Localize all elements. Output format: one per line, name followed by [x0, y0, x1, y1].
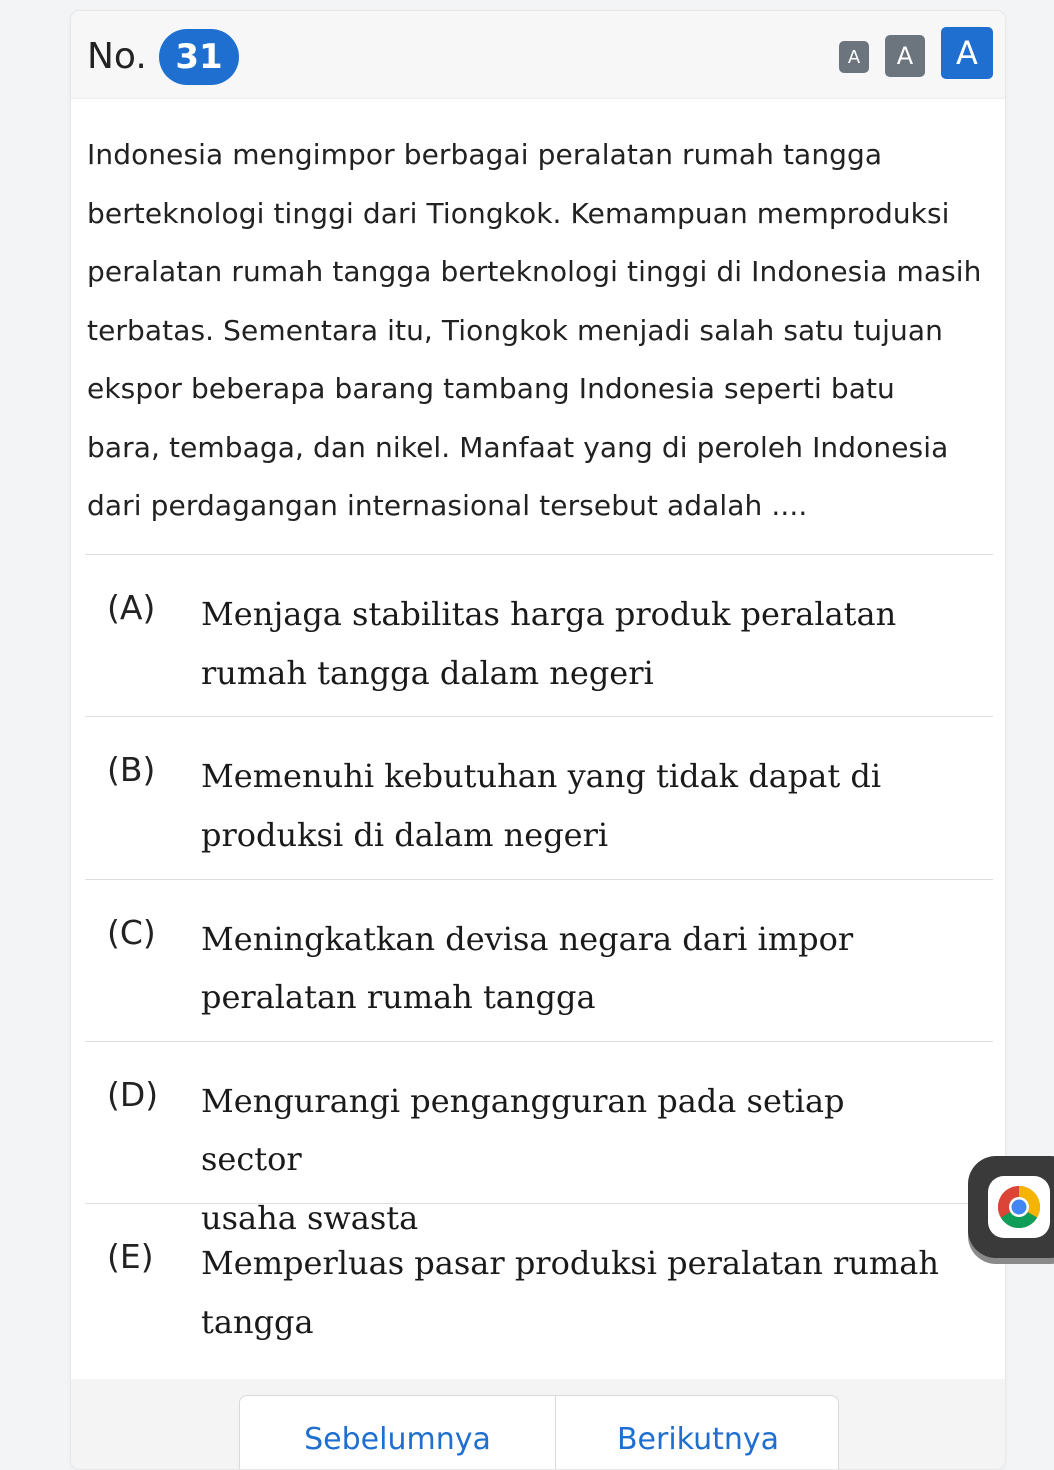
option-text-line: Meningkatkan devisa negara dari impor [201, 919, 854, 958]
option-text-line: Memperluas pasar produksi peralatan rumah [201, 1244, 939, 1283]
answer-option-b[interactable] [85, 716, 993, 878]
question-line: bara, tembaga, dan nikel. Manfaat yang di peroleh Indonesia [87, 430, 949, 464]
option-text-line: usaha swasta [201, 1198, 419, 1237]
navigation-footer [71, 1379, 1005, 1470]
navigation-button-group [239, 1395, 839, 1470]
font-size-small-button[interactable]: A [839, 41, 869, 73]
question-line: ekspor beberapa barang tambang Indonesia seperti batu [87, 372, 895, 405]
option-text-line: Menjaga stabilitas harga produk peralatan [201, 595, 897, 633]
next-button[interactable]: Berikutnya [616, 1422, 780, 1457]
answer-option-e[interactable] [85, 1203, 993, 1365]
chrome-icon-tile [988, 1176, 1050, 1238]
chrome-icon [996, 1184, 1042, 1230]
question-line: berteknologi tinggi dari Tiongkok. Kemampuan memproduksi [87, 196, 950, 230]
question-line: Indonesia mengimpor berbagai peralatan rumah tangga [87, 138, 883, 171]
question-line: dari perdagangan internasional tersebut adalah .... [87, 489, 808, 522]
option-text-line: tangga [201, 1302, 314, 1341]
answer-option-c[interactable] [85, 879, 993, 1041]
answer-option-a[interactable] [85, 554, 993, 716]
option-letter: (B) [107, 750, 156, 790]
question-card [70, 10, 1006, 1470]
option-letter: (A) [107, 588, 156, 627]
option-text-line: rumah tangga dalam negeri [201, 653, 654, 692]
option-text-line: peralatan rumah tangga [201, 978, 596, 1017]
font-size-large-button[interactable]: A [941, 27, 993, 79]
question-number-label: No. [87, 36, 147, 77]
question-line: terbatas. Sementara itu, Tiongkok menjadi salah satu tujuan [87, 313, 943, 347]
option-letter: (E) [107, 1237, 154, 1277]
floating-browser-bubble[interactable] [968, 1156, 1054, 1258]
option-text [201, 1204, 941, 1351]
answer-option-d[interactable] [85, 1041, 993, 1237]
answer-options [85, 554, 993, 1365]
option-text [201, 717, 941, 864]
question-header [71, 11, 1005, 99]
option-text [201, 880, 941, 1027]
option-text-line: Memenuhi kebutuhan yang tidak dapat di [201, 757, 882, 796]
option-letter: (D) [107, 1074, 159, 1114]
option-text [201, 555, 941, 702]
question-line: peralatan rumah tangga berteknologi tinggi di Indonesia masih [87, 255, 982, 288]
previous-button[interactable]: Sebelumnya [240, 1396, 556, 1470]
option-letter: (C) [107, 912, 156, 952]
option-text-line: Mengurangi pengangguran pada setiap sector [201, 1081, 845, 1179]
option-text-line: produksi di dalam negeri [201, 815, 609, 854]
font-size-medium-button[interactable]: A [885, 35, 925, 77]
question-text [87, 126, 997, 536]
question-number-badge: 31 [159, 29, 239, 85]
